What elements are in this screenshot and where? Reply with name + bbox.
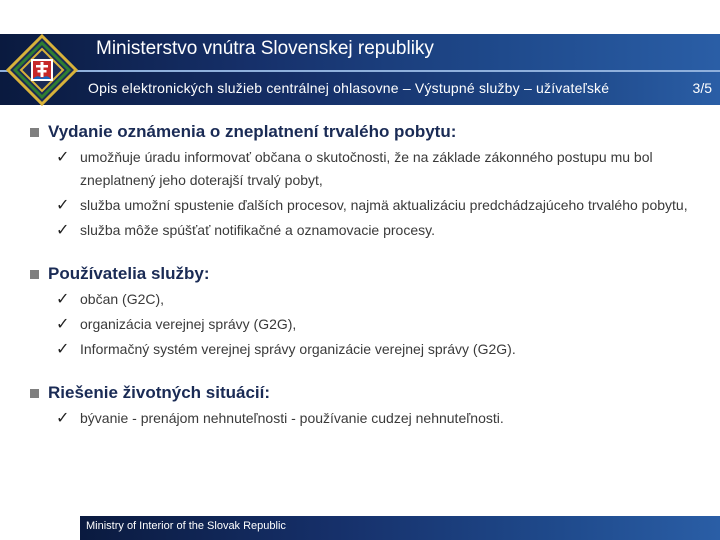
list-item-text: umožňuje úradu informovať občana o skutočnosti, že na základe zákonného postupu mu bol zneplatnený jeho doterajší trvalý pobyt, (80, 149, 653, 188)
list-item-text: služba môže spúšťať notifikačné a oznamovacie procesy. (80, 222, 435, 238)
square-bullet-icon (30, 389, 39, 398)
list-item (56, 338, 700, 361)
list-item-text: Informačný systém verejnej správy organizácie verejnej správy (G2G). (80, 341, 516, 357)
list-item-text: organizácia verejnej správy (G2G), (80, 316, 297, 332)
checkmark-icon: ✓ (56, 149, 70, 166)
checkmark-icon: ✓ (56, 197, 70, 214)
list-item-text: občan (G2C), (80, 291, 165, 307)
list-item (56, 219, 700, 242)
slide-content (30, 120, 700, 450)
list-item (56, 194, 700, 217)
checkmark-icon: ✓ (56, 341, 70, 358)
section-life-situations (30, 381, 700, 430)
slide-footer (80, 516, 720, 540)
list-item (56, 288, 700, 311)
list-item (56, 313, 700, 336)
checkmark-icon: ✓ (56, 291, 70, 308)
checkmark-icon: ✓ (56, 410, 70, 427)
section-service-users (30, 262, 700, 361)
section-heading: Používatelia služby: (48, 264, 210, 283)
square-bullet-icon (30, 270, 39, 279)
square-bullet-icon (30, 128, 39, 137)
page-number: 3/5 (692, 80, 712, 96)
list-item (56, 146, 700, 192)
section-invalidation-notice (30, 120, 700, 242)
checkmark-icon: ✓ (56, 222, 70, 239)
list-item (56, 407, 700, 430)
section-heading: Riešenie životných situácií: (48, 383, 271, 402)
slide-header (0, 0, 720, 105)
ministry-emblem-icon (6, 34, 78, 106)
list-item-text: bývanie - prenájom nehnuteľnosti - používanie cudzej nehnuteľnosti. (80, 410, 504, 426)
footer-text: Ministry of Interior of the Slovak Republic (86, 520, 286, 532)
checkmark-icon: ✓ (56, 316, 70, 333)
list-item-text: služba umožní spustenie ďalších procesov, najmä aktualizáciu predchádzajúceho trvalého pobytu, (80, 197, 688, 213)
section-heading: Vydanie oznámenia o zneplatnení trvalého pobytu: (48, 122, 457, 141)
page-title: Ministerstvo vnútra Slovenskej republiky (96, 38, 434, 59)
page-subtitle: Opis elektronických služieb centrálnej ohlasovne – Výstupné služby – užívateľské (88, 80, 610, 96)
